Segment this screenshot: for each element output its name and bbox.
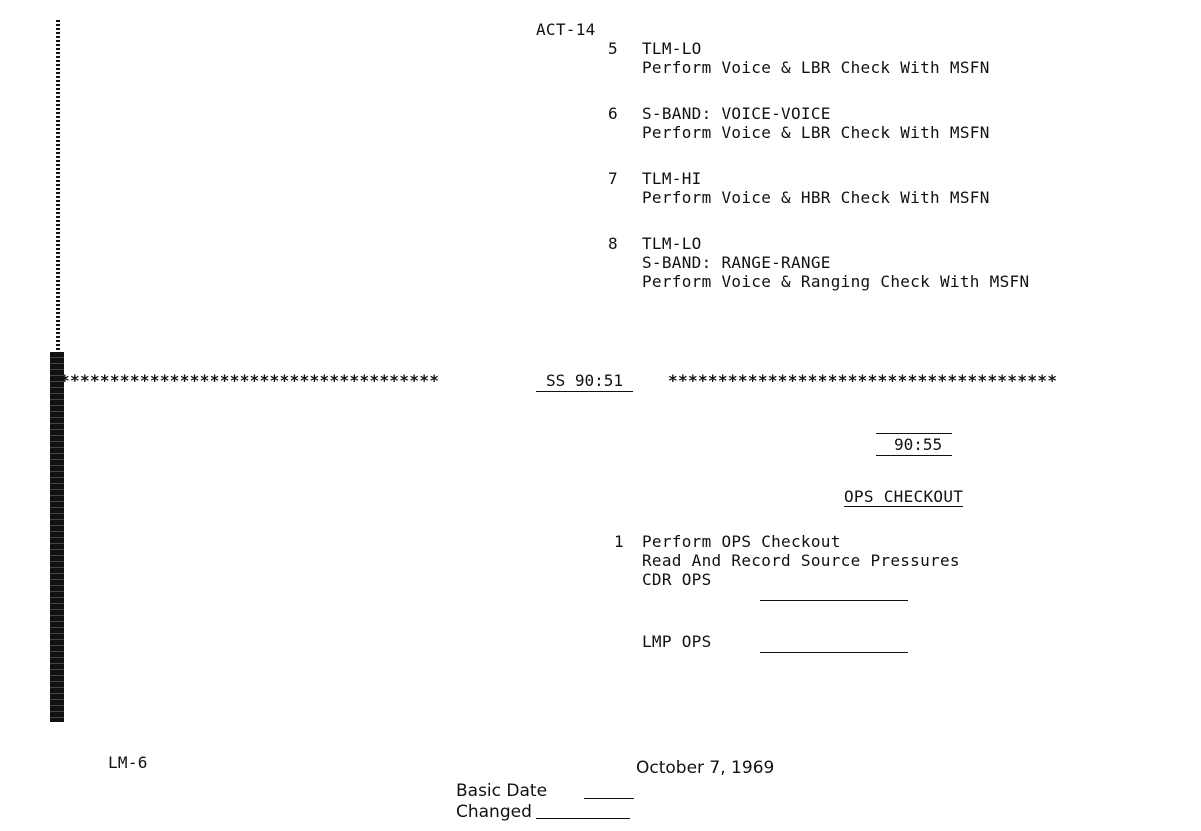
step-line: Perform Voice & LBR Check With MSFN	[642, 123, 990, 142]
step-line: TLM-HI	[642, 169, 702, 188]
step-line: S-BAND: VOICE-VOICE	[642, 104, 831, 123]
step-line: TLM-LO	[642, 234, 702, 253]
changed-label: Changed	[456, 802, 532, 822]
step-line: Perform Voice & Ranging Check With MSFN	[642, 272, 1030, 291]
basic-date-label: Basic Date	[456, 781, 548, 801]
cdr-ops-blank[interactable]	[760, 600, 908, 601]
step-number: 7	[608, 169, 618, 188]
section-code: ACT-14	[536, 20, 596, 39]
basic-date-line	[584, 798, 634, 799]
step-line: Perform Voice & HBR Check With MSFN	[642, 188, 990, 207]
step-number: 6	[608, 104, 618, 123]
step-line: Perform Voice & LBR Check With MSFN	[642, 58, 990, 77]
cdr-ops-label: CDR OPS	[642, 570, 712, 589]
change-bar-dotted	[56, 20, 60, 354]
step-line: Read And Record Source Pressures	[642, 551, 960, 570]
section-title: OPS CHECKOUT	[844, 487, 964, 506]
step-number: 5	[608, 39, 618, 58]
step-number: 8	[608, 234, 618, 253]
time-mark: 90:55	[876, 433, 952, 456]
basic-date-value: October 7, 1969	[636, 758, 775, 778]
document-id: LM-6	[108, 753, 148, 772]
lmp-ops-blank[interactable]	[760, 652, 908, 653]
sunset-time-label: SS 90:51	[536, 371, 633, 392]
lmp-ops-label: LMP OPS	[642, 632, 712, 651]
step-number: 1	[614, 532, 624, 551]
divider-stars-left: **************************************	[60, 371, 440, 390]
step-line: Perform OPS Checkout	[642, 532, 841, 551]
step-line: S-BAND: RANGE-RANGE	[642, 253, 831, 272]
step-line: TLM-LO	[642, 39, 702, 58]
change-bar-solid	[50, 352, 64, 722]
divider-stars-right: ***************************************	[668, 371, 1058, 390]
changed-line	[536, 818, 630, 819]
